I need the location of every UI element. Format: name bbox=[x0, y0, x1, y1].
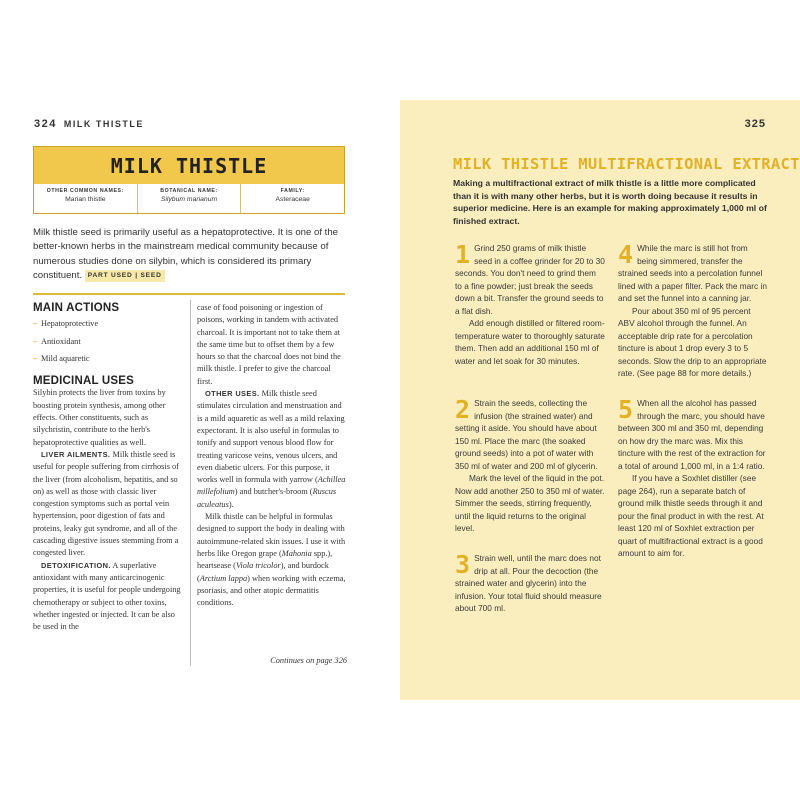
section-rule bbox=[33, 293, 345, 295]
liver-ailments-paragraph: LIVER AILMENTS. Milk thistle seed is useful for people suffering from cirrhosis of the liver (from alcoholism, hepatitis, and so on) as well as those with classic liver congestion symptoms such as portal vein hypertension, poor digestion of fats and proteins, leaky gut syndrome, and all of the cascading digestive issues stemming from a congested liver. bbox=[33, 449, 179, 558]
botanical-name-label: BOTANICAL NAME: bbox=[160, 188, 218, 194]
dash-bullet: – bbox=[33, 353, 38, 363]
family-cell bbox=[241, 184, 344, 213]
herb-intro bbox=[33, 226, 345, 284]
dash-bullet: – bbox=[33, 319, 38, 329]
step-5: 5 When all the alcohol has passed through the marc, you should have between 300 ml and 350 ml, depending on how dry the marc was. Mix this tincture with the rest of the extraction for a total of around 1,000 ml, in a 1:4 ratio. If you have a Soxhlet distiller (see page 264), run a separate batch of ground milk thistle seeds through it and pour the final product in with the rest. At least 120 ml of Soxhlet extraction per quart of multifractional extract is a good amount to aim for. bbox=[618, 395, 766, 558]
step-number: 1 bbox=[455, 240, 471, 269]
continues-note: Continues on page 326 bbox=[270, 656, 347, 665]
right-page bbox=[400, 100, 800, 700]
list-item: – Mild aquaretic bbox=[33, 353, 183, 365]
main-actions-list bbox=[33, 318, 183, 365]
detoxification-label: DETOXIFICATION. bbox=[41, 560, 111, 570]
column-divider bbox=[190, 300, 191, 666]
botanical-name-value: Silybum marianum bbox=[160, 196, 218, 203]
list-item: – Hepatoprotective bbox=[33, 318, 183, 330]
main-actions-heading: MAIN ACTIONS bbox=[33, 302, 120, 314]
intro-text: Milk thistle seed is primarily useful as a hepatoprotective. It is one of the better-known herbs in the mainstream medical community because of numerous studies done on silybin, which is considered its primary constituent. bbox=[33, 227, 339, 282]
detoxification-paragraph: DETOXIFICATION. A superlative antioxidant with many anticarcinogenic properties, it is useful for people undergoing chemotherapy or subject to other toxins, whether ingested or injected. It can be also be used in the bbox=[33, 560, 181, 632]
medicinal-uses-intro: Silybin protects the liver from toxins by boosting protein synthesis, among other effects. Other constituents, such as silychristin, contribute to the herb's hepatoprotective qualities as well. bbox=[33, 388, 166, 447]
part-used-tag: PART USED | SEED bbox=[85, 270, 165, 282]
recipe-intro: Making a multifractional extract of milk thistle is a little more complicated than it is with many other herbs, but it is worth doing because it results in superior medicine. Here is an example for making approximately 1,000 ml of finished extract. bbox=[453, 178, 767, 226]
family-label: FAMILY: bbox=[280, 188, 305, 194]
step-number: 4 bbox=[618, 240, 634, 269]
step-4: 4 While the marc is still hot from being simmered, transfer the strained seeds into a percolation funnel lined with a paper filter. Pack the marc in and set the funnel into a canning jar. Pour about 350 ml of 95 percent ABV alcohol through the funnel. An acceptable drip rate for a percolation tincture is about 1 drop every 3 to 5 seconds. Slow the drip to an appropriate rate. (See page 88 for more details.) bbox=[618, 240, 767, 378]
dash-bullet: – bbox=[33, 336, 38, 346]
step-1: 1 Grind 250 grams of milk thistle seed in a coffee grinder for 20 to 30 seconds. You don't need to grind them to a fine powder; just break the seeds down a bit. Transfer the ground seeds to a flat dish. Add enough distilled or filtered room-temperature water to thoroughly saturate them. Then add an additional 150 ml of water and let soak for 30 minutes. bbox=[455, 240, 605, 366]
page-number: 325 bbox=[744, 118, 766, 130]
other-uses-label: OTHER USES. bbox=[205, 389, 260, 399]
step-number: 2 bbox=[455, 395, 471, 424]
skin-formulas-paragraph: Milk thistle can be helpful in formulas designed to support the body in dealing with autoimmune-related skin issues. I use it with herbs like Oregon grape (Mahonia spp.), heartsease (Viola tricolor), and burdock (Arctium lappa) when working with eczema, psoriasis, and other atopic dermatitis conditions. bbox=[197, 512, 346, 608]
page-header-left bbox=[34, 118, 144, 130]
medicinal-uses-heading: MEDICINAL USES bbox=[33, 375, 134, 388]
title-band bbox=[34, 147, 344, 184]
names-row bbox=[34, 184, 344, 213]
left-column bbox=[33, 302, 183, 633]
family-value: Asteraceae bbox=[275, 196, 310, 203]
herb-title: MILK THISTLE bbox=[110, 153, 268, 178]
charcoal-paragraph: case of food poisoning or ingestion of poisons, working in tandem with activated charcoal. It is important not to take them at the same time but to offset them by a few hours so that the charcoal does not bind the milk thistle. I prefer to give the charcoal first. bbox=[197, 303, 341, 386]
botanical-name-cell bbox=[138, 184, 242, 213]
other-uses-paragraph: OTHER USES. Milk thistle seed stimulates circulation and menstruation and is a mild aquaretic as well as a mild relaxing expectorant. It is also useful in formulas to tonify and support venous blood flow for treating varicose veins, venous ulcers, and even diabetic ulcers. For this purpose, it works well in formula with yarrow (Achillea millefolium) and butcher's-broom (Ruscus aculeatus). bbox=[197, 389, 346, 509]
common-names-value: Marian thistle bbox=[65, 196, 106, 203]
common-names-label: OTHER COMMON NAMES: bbox=[46, 188, 124, 194]
recipe-title: MILK THISTLE MULTIFRACTIONAL EXTRACT bbox=[453, 155, 800, 173]
running-title: MILK THISTLE bbox=[63, 119, 144, 129]
page-number: 324 bbox=[34, 118, 57, 130]
step-3: 3 Strain well, until the marc does not drip at all. Pour the decoction (the strained water and glycerin) into the infusion. Your total fluid should measure about 700 ml. bbox=[455, 550, 602, 613]
step-2: 2 Strain the seeds, collecting the infusion (the strained water) and setting it aside. You should have about 150 ml. Place the marc (the soaked ground seeds) into a pot of water with 350 ml of water and 200 ml of glycerin. Mark the level of the liquid in the pot. Now add another 250 to 350 ml of water. Simmer the seeds, stirring frequently, until the liquid returns to the original level. bbox=[455, 395, 605, 533]
right-column bbox=[197, 302, 347, 609]
common-names-cell bbox=[34, 184, 138, 213]
liver-ailments-label: LIVER AILMENTS. bbox=[41, 449, 111, 459]
herb-title-box bbox=[33, 146, 345, 214]
step-number: 3 bbox=[455, 550, 471, 579]
list-item: – Antioxidant bbox=[33, 336, 183, 348]
step-number: 5 bbox=[618, 395, 634, 424]
